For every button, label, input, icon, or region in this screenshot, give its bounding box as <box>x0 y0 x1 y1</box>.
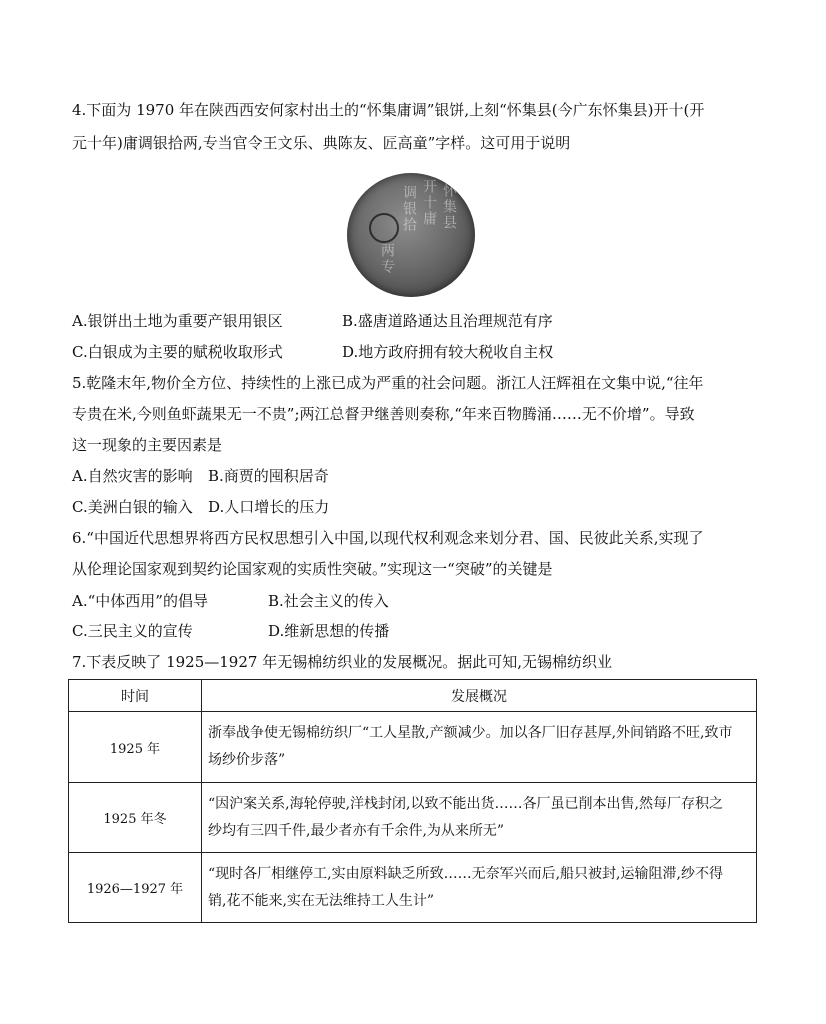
q5-option-c[interactable]: C.美洲白银的输入 <box>72 498 193 516</box>
q5-option-a[interactable]: A.自然灾害的影响 <box>72 467 193 485</box>
q5-stem-line3: 这一现象的主要因素是 <box>72 436 223 454</box>
q6-option-b[interactable]: B.社会主义的传入 <box>268 592 389 610</box>
table-cell-time: 1925 年 <box>69 712 202 783</box>
q5-option-b[interactable]: B.商贾的囤积居奇 <box>208 467 329 485</box>
coin-stamp-mark <box>369 213 399 243</box>
overview-line: 浙奉战争使无锡棉纺织厂“工人星散,产额减少。加以各厂旧存甚厚,外间销路不旺,致市 <box>208 725 733 741</box>
overview-line: “现时各厂相继停工,实由原料缺乏所致……无奈军兴而后,船只被封,运输阻滞,纱不得 <box>208 865 723 882</box>
q6-stem-line2: 从伦理论国家观到契约论国家观的实质性突破。”实现这一“突破”的关键是 <box>72 560 553 578</box>
q5-options-row1 <box>72 466 329 486</box>
cotton-industry-table <box>68 679 757 923</box>
q4-stem-line2: 元十年)庸调银拾两,专当官令王文乐、典陈友、匠高童”字样。这可用于说明 <box>72 134 571 152</box>
silver-cake-photo: 怀集县 开十庸 调银拾 两专 <box>347 173 475 297</box>
q6-options-row1 <box>72 591 389 611</box>
q6-option-a[interactable]: A.“中体西用”的倡导 <box>72 592 208 610</box>
table-cell-overview <box>202 853 757 923</box>
table-cell-time: 1926—1927 年 <box>69 853 202 923</box>
table-header-overview: 发展概况 <box>202 680 757 712</box>
overview-line: 纱均有三四千件,最少者亦有千余件,为从来所无” <box>208 822 505 839</box>
q5-option-d[interactable]: D.人口增长的压力 <box>208 498 330 516</box>
table-row <box>69 783 757 853</box>
q6-stem-line1: 6.“中国近代思想界将西方民权思想引入中国,以现代权利观念来划分君、国、民彼此关系,实现了 <box>72 529 704 547</box>
q6-option-c[interactable]: C.三民主义的宣传 <box>72 622 193 640</box>
q4-option-b[interactable]: B.盛唐道路通达且治理规范有序 <box>342 312 553 330</box>
table-cell-time: 1925 年冬 <box>69 783 202 853</box>
q4-options-row2 <box>72 342 553 362</box>
q4-stem-line1: 4.下面为 1970 年在陕西西安何家村出土的“怀集庸调”银饼,上刻“怀集县(今广东怀集县)开十(开 <box>72 101 705 119</box>
table-row <box>69 853 757 923</box>
q5-options-row2 <box>72 497 329 517</box>
table-cell-overview <box>202 783 757 853</box>
overview-line: 场纱价步落” <box>208 752 286 768</box>
q4-option-d[interactable]: D.地方政府拥有较大税收自主权 <box>342 343 554 361</box>
table-header-row <box>69 680 757 712</box>
table-row <box>69 712 757 783</box>
overview-line: 销,花不能来,实在无法维持工人生计” <box>208 892 435 909</box>
q4-option-a[interactable]: A.银饼出土地为重要产银用银区 <box>72 312 283 330</box>
table-header-time: 时间 <box>69 680 202 712</box>
q4-option-c[interactable]: C.白银成为主要的赋税收取形式 <box>72 343 283 361</box>
q6-options-row2 <box>72 621 389 641</box>
q6-option-d[interactable]: D.维新思想的传播 <box>268 622 390 640</box>
q4-options-row1 <box>72 311 553 331</box>
q7-stem-line1: 7.下表反映了 1925—1927 年无锡棉纺织业的发展概况。据此可知,无锡棉纺织业 <box>72 653 612 671</box>
q5-stem-line1: 5.乾隆末年,物价全方位、持续性的上涨已成为严重的社会问题。浙江人汪辉祖在文集中说,“往年 <box>72 374 704 392</box>
overview-line: “因沪案关系,海轮停驶,洋栈封闭,以致不能出货……各厂虽已削本出售,然每厂存积之 <box>208 795 723 812</box>
table-cell-overview <box>202 712 757 783</box>
q5-stem-line2: 专贵在米,今则鱼虾蔬果无一不贵”;两江总督尹继善则奏称,“年来百物腾涌……无不价增”。导致 <box>72 405 695 423</box>
